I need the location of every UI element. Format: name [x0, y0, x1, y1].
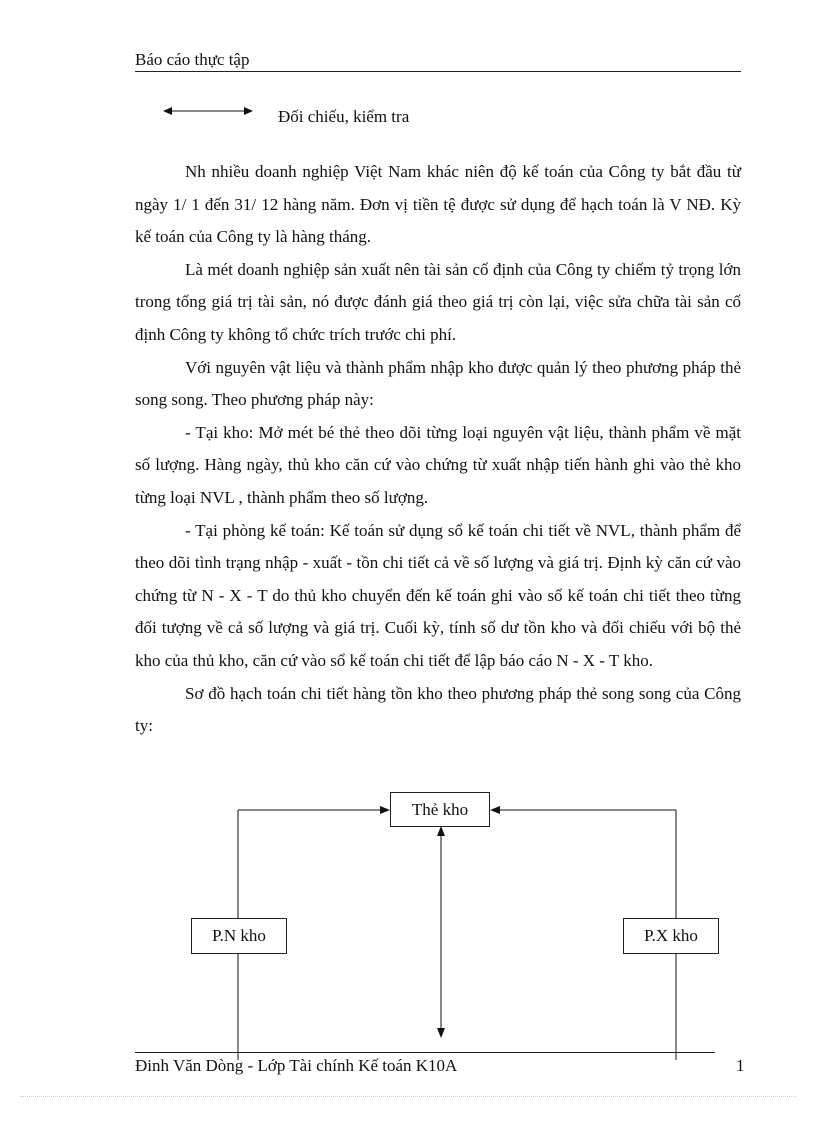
arrow-head-icon	[490, 806, 500, 814]
paragraph: - Tại kho: Mở mét bé thẻ theo dõi từng loại nguyên vật liệu, thành phẩm về mặt số lượng. Hàng ngày, thủ kho căn cứ vào chứng từ xuất nhập tiến hành ghi vào thẻ kho từng loại NVL , thành phẩm theo số lượng.	[135, 422, 741, 507]
body-text	[135, 156, 741, 743]
left-box: P.N kho	[191, 918, 287, 954]
top-box: Thẻ kho	[390, 792, 490, 827]
page-header-title: Báo cáo thực tập	[135, 50, 250, 69]
page-number: 1	[736, 1056, 745, 1075]
legend-label: Đối chiếu, kiểm tra	[278, 107, 410, 126]
paragraph: Sơ đồ hạch toán chi tiết hàng tồn kho theo phương pháp thẻ song song của Công ty:	[135, 683, 741, 736]
footer-divider	[135, 1052, 715, 1053]
header-divider	[135, 71, 741, 72]
arrow-head-icon	[437, 1028, 445, 1038]
paragraph: - Tại phòng kế toán: Kế toán sử dụng sổ kế toán chi tiết về NVL, thành phẩm để theo dõi tình trạng nhập - xuất - tồn chi tiết cả về số lượng và giá trị. Định kỳ căn cứ vào chứng từ N - X - T do thủ kho chuyển đến kế toán ghi vào sổ kế toán chi tiết theo từng đối tượng về cả số lượng và giá trị. Cuối kỳ, tính số dư tồn kho và đối chiếu với bộ thẻ kho của thủ kho, căn cứ vào sổ kế toán chi tiết để lập báo cáo N - X - T kho.	[135, 520, 741, 670]
footer-author: Đinh Văn Dòng - Lớp Tài chính Kế toán K10A	[135, 1056, 458, 1075]
paragraph: Là mét doanh nghiệp sản xuất nên tài sản cố định của Công ty chiếm tỷ trọng lớn trong tổng giá trị tài sản, nó được đánh giá theo giá trị còn lại, việc sửa chữa tài sản cố định Công ty không tổ chức trích trước chi phí.	[135, 259, 741, 344]
paragraph: Với nguyên vật liệu và thành phẩm nhập kho được quản lý theo phương pháp thẻ song song. Theo phương pháp này:	[135, 357, 741, 410]
right-box: P.X kho	[623, 918, 719, 954]
arrow-head-icon	[437, 826, 445, 836]
inventory-diagram	[0, 780, 816, 1080]
double-arrow-icon	[163, 104, 253, 118]
arrow-head-icon	[380, 806, 390, 814]
paragraph: Nh nhiều doanh nghiệp Việt Nam khác niên độ kế toán của Công ty bắt đầu từ ngày 1/ 1 đến 31/ 12 hàng năm. Đơn vị tiền tệ được sử dụng để hạch toán là V NĐ. Kỳ kế toán của Công ty là hàng tháng.	[135, 162, 741, 247]
page-edge-divider	[20, 1096, 796, 1097]
